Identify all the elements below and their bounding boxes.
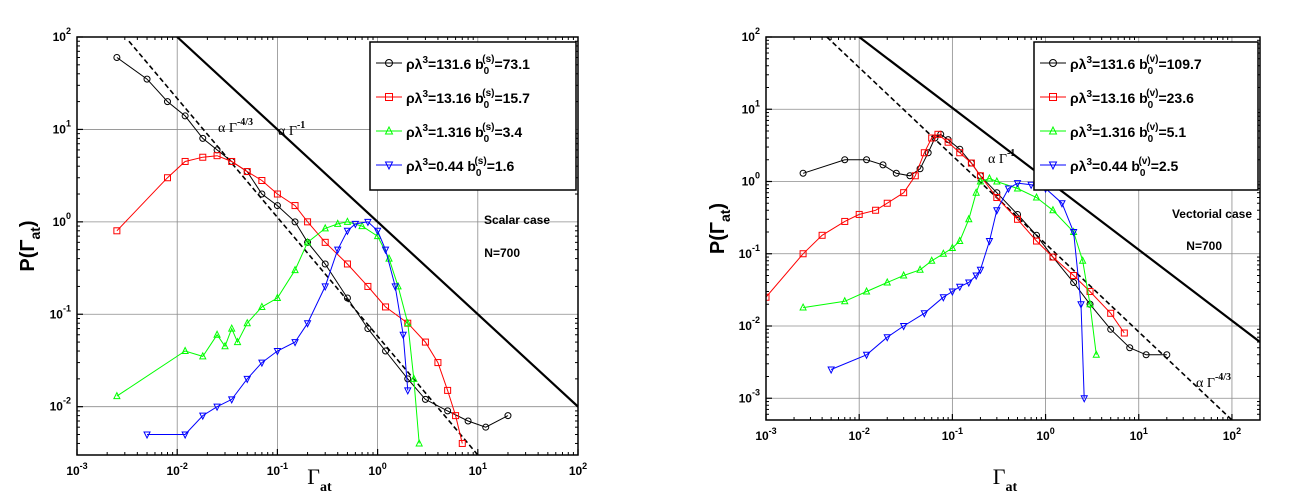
legend-label: $\rho\lambda^3=13.16$ $b_0(v)=23.6$ xyxy=(1070,88,1194,111)
y-tick-label: $10^{-2}$ xyxy=(49,395,71,414)
legend-label: $\rho\lambda^3=1.316$ $b_0(s)=3.4$ xyxy=(406,122,523,145)
series-line xyxy=(117,156,462,444)
legend xyxy=(1034,42,1258,190)
series-line xyxy=(803,179,1096,355)
x-tick-label: $10^2$ xyxy=(1222,426,1242,443)
y-tick-label: $10^1$ xyxy=(52,118,71,137)
vectorial-case-chart xyxy=(707,26,1260,495)
reference-line-label: α $\Gamma^{-1}$ xyxy=(278,120,306,139)
annotation: N=700 xyxy=(1186,239,1222,253)
legend-label: $\rho\lambda^3=0.44$ $b_0(v)=2.5$ xyxy=(1070,156,1179,179)
series-2 xyxy=(800,175,1099,357)
x-tick-label: $10^2$ xyxy=(568,461,588,478)
annotation: Vectorial case xyxy=(1171,207,1252,221)
reference-line-label: α $\Gamma^{-1}$ xyxy=(988,148,1016,167)
x-tick-label: $10^{-1}$ xyxy=(941,426,964,443)
legend-label: $\rho\lambda^3=1.316$ $b_0(v)=5.1$ xyxy=(1070,122,1187,145)
y-tick-label: $10^2$ xyxy=(741,26,760,44)
data-point xyxy=(828,367,834,373)
x-tick-label: $10^1$ xyxy=(1129,426,1148,443)
x-tick-label: $10^0$ xyxy=(368,461,387,478)
x-tick-label: $10^{-2}$ xyxy=(166,461,188,478)
y-tick-label: $10^0$ xyxy=(52,210,71,229)
x-tick-label: $10^1$ xyxy=(468,461,487,478)
legend-label: $\rho\lambda^3=131.6$ $b_0(s)=73.1$ xyxy=(406,54,530,77)
y-tick-label: $10^{-3}$ xyxy=(738,387,760,406)
reference-line-label: α $\Gamma^{-4/3}$ xyxy=(1196,372,1232,391)
x-tick-label: $10^{-2}$ xyxy=(848,426,870,443)
y-tick-label: $10^{-1}$ xyxy=(49,303,71,322)
y-tick-label: $10^{-2}$ xyxy=(738,315,760,334)
x-tick-label: $10^0$ xyxy=(1036,426,1055,443)
data-point xyxy=(114,55,120,61)
y-tick-label: $10^2$ xyxy=(52,26,71,44)
y-tick-label: $10^1$ xyxy=(741,98,760,117)
reference-line-label: α $\Gamma^{-4/3}$ xyxy=(218,117,254,136)
legend-label: $\rho\lambda^3=131.6$ $b_0(v)=109.7$ xyxy=(1070,54,1202,77)
annotation: N=700 xyxy=(484,246,520,260)
x-tick-label: $10^{-3}$ xyxy=(755,426,777,443)
series-2 xyxy=(114,218,422,446)
legend-label: $\rho\lambda^3=13.16$ $b_0(s)=15.7$ xyxy=(406,88,530,111)
annotation: Scalar case xyxy=(483,213,550,227)
legend-label: $\rho\lambda^3=0.44$ $b_0(s)=1.6$ xyxy=(406,156,515,179)
y-axis-label: $P(\Gamma_{at})$ xyxy=(707,202,733,255)
x-tick-label: $10^{-1}$ xyxy=(266,461,289,478)
x-axis-label: $\Gamma_{at}$ xyxy=(307,464,332,495)
legend xyxy=(370,42,576,190)
series-1 xyxy=(114,153,465,447)
y-tick-label: $10^{-1}$ xyxy=(738,242,760,261)
data-point xyxy=(1121,330,1127,336)
x-tick-label: $10^{-3}$ xyxy=(66,461,88,478)
scalar-case-chart xyxy=(17,26,587,495)
y-axis-label: $P(\Gamma_{at})$ xyxy=(17,220,43,272)
y-tick-label: $10^0$ xyxy=(741,170,760,189)
x-axis-label: $\Gamma_{at}$ xyxy=(992,464,1018,495)
data-point xyxy=(800,170,806,176)
